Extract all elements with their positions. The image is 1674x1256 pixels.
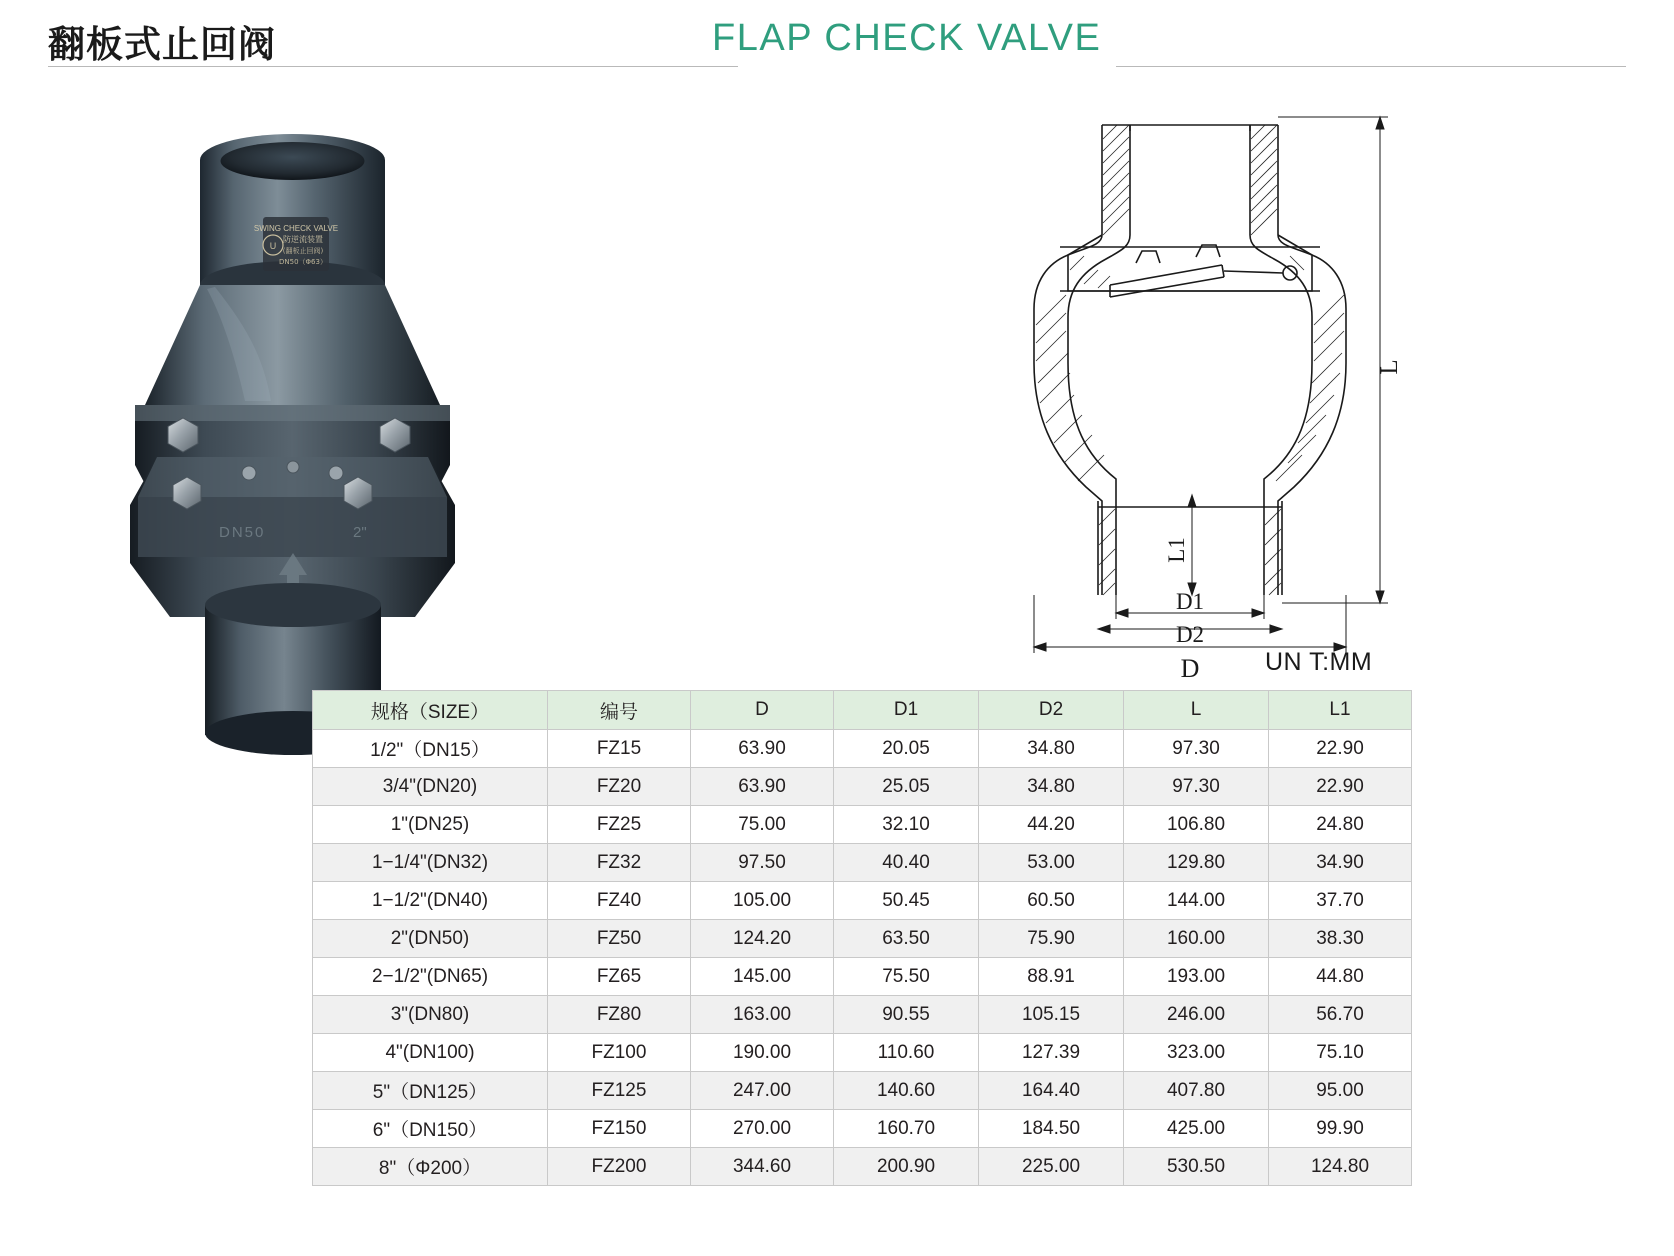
cell-l: 246.00	[1124, 996, 1269, 1034]
cell-size: 5"（DN125）	[313, 1072, 548, 1110]
table-row	[313, 1148, 1412, 1186]
cell-l: 129.80	[1124, 844, 1269, 882]
cell-d2: 34.80	[979, 730, 1124, 768]
svg-text:U: U	[269, 241, 277, 251]
cell-d1: 20.05	[834, 730, 979, 768]
cell-code: FZ50	[548, 920, 691, 958]
cell-d2: 184.50	[979, 1110, 1124, 1148]
svg-text:DN50（Φ63）: DN50（Φ63）	[279, 258, 327, 266]
cell-l: 160.00	[1124, 920, 1269, 958]
cell-size: 1/2"（DN15）	[313, 730, 548, 768]
cell-code: FZ40	[548, 882, 691, 920]
svg-text:2": 2"	[353, 524, 367, 541]
cell-d2: 164.40	[979, 1072, 1124, 1110]
cell-l: 144.00	[1124, 882, 1269, 920]
dimension-label-L1: L1	[1164, 537, 1189, 563]
cell-l1: 124.80	[1269, 1148, 1412, 1186]
table-row	[313, 1110, 1412, 1148]
cell-code: FZ200	[548, 1148, 691, 1186]
cell-code: FZ100	[548, 1034, 691, 1072]
cell-size: 3/4"(DN20)	[313, 768, 548, 806]
cell-size: 3"(DN80)	[313, 996, 548, 1034]
cell-code: FZ125	[548, 1072, 691, 1110]
table-row	[313, 844, 1412, 882]
cell-l: 530.50	[1124, 1148, 1269, 1186]
table-row	[313, 920, 1412, 958]
svg-text:(翻板止回阀): (翻板止回阀)	[282, 247, 324, 255]
cell-d: 344.60	[691, 1148, 834, 1186]
cell-l: 425.00	[1124, 1110, 1269, 1148]
cell-d1: 40.40	[834, 844, 979, 882]
cell-size: 2−1/2"(DN65)	[313, 958, 548, 996]
cell-size: 2"(DN50)	[313, 920, 548, 958]
page-title-cn: 翻板式止回阀	[48, 24, 276, 65]
cell-d1: 32.10	[834, 806, 979, 844]
cell-d1: 63.50	[834, 920, 979, 958]
table-row	[313, 1072, 1412, 1110]
table-body	[313, 730, 1412, 1186]
cell-d2: 34.80	[979, 768, 1124, 806]
cell-d: 145.00	[691, 958, 834, 996]
dimension-label-D1: D1	[1175, 589, 1205, 614]
cell-code: FZ65	[548, 958, 691, 996]
cell-d2: 225.00	[979, 1148, 1124, 1186]
cell-d1: 160.70	[834, 1110, 979, 1148]
cell-code: FZ25	[548, 806, 691, 844]
cell-l1: 22.90	[1269, 730, 1412, 768]
cell-d2: 44.20	[979, 806, 1124, 844]
cell-size: 8"（Φ200）	[313, 1148, 548, 1186]
cell-size: 1−1/4"(DN32)	[313, 844, 548, 882]
cell-l1: 38.30	[1269, 920, 1412, 958]
cell-l1: 37.70	[1269, 882, 1412, 920]
cell-d: 97.50	[691, 844, 834, 882]
cell-d: 270.00	[691, 1110, 834, 1148]
cell-d: 63.90	[691, 768, 834, 806]
dimension-label-L: L	[1376, 359, 1403, 375]
cell-code: FZ80	[548, 996, 691, 1034]
table-row	[313, 996, 1412, 1034]
cell-d1: 50.45	[834, 882, 979, 920]
cell-d: 247.00	[691, 1072, 834, 1110]
column-header-d: D	[691, 691, 834, 730]
table-row	[313, 730, 1412, 768]
cell-d2: 53.00	[979, 844, 1124, 882]
cell-d1: 110.60	[834, 1034, 979, 1072]
cell-d2: 75.90	[979, 920, 1124, 958]
cell-size: 6"（DN150）	[313, 1110, 548, 1148]
cell-l: 193.00	[1124, 958, 1269, 996]
product-photo	[95, 105, 635, 635]
cell-d1: 25.05	[834, 768, 979, 806]
cell-size: 4"(DN100)	[313, 1034, 548, 1072]
cell-l1: 95.00	[1269, 1072, 1412, 1110]
cell-l1: 22.90	[1269, 768, 1412, 806]
column-header-l1: L1	[1269, 691, 1412, 730]
column-header-d1: D1	[834, 691, 979, 730]
column-header-l: L	[1124, 691, 1269, 730]
header-divider-left	[48, 66, 738, 67]
cell-d: 105.00	[691, 882, 834, 920]
table-row	[313, 768, 1412, 806]
cell-code: FZ15	[548, 730, 691, 768]
cell-l1: 24.80	[1269, 806, 1412, 844]
cell-l: 323.00	[1124, 1034, 1269, 1072]
cell-l1: 44.80	[1269, 958, 1412, 996]
svg-text:SWING CHECK VALVE: SWING CHECK VALVE	[253, 224, 339, 233]
unit-note: UN T:MM	[1265, 648, 1373, 676]
svg-text:DN50: DN50	[219, 524, 266, 541]
table-header-row	[313, 691, 1412, 730]
cell-d2: 88.91	[979, 958, 1124, 996]
table-row	[313, 1034, 1412, 1072]
cell-l: 97.30	[1124, 730, 1269, 768]
page-title-en: FLAP CHECK VALVE	[712, 17, 1102, 59]
svg-text:防逆流装置: 防逆流装置	[283, 235, 323, 244]
cell-code: FZ150	[548, 1110, 691, 1148]
cell-d: 63.90	[691, 730, 834, 768]
table-row	[313, 882, 1412, 920]
cell-d: 163.00	[691, 996, 834, 1034]
cell-code: FZ32	[548, 844, 691, 882]
header-divider-right	[1116, 66, 1626, 67]
cell-d: 190.00	[691, 1034, 834, 1072]
cell-l: 407.80	[1124, 1072, 1269, 1110]
dimension-label-D2: D2	[1175, 622, 1205, 647]
cell-d1: 90.55	[834, 996, 979, 1034]
cell-l1: 99.90	[1269, 1110, 1412, 1148]
dimension-label-D: D	[1180, 654, 1200, 683]
cell-d1: 200.90	[834, 1148, 979, 1186]
cell-size: 1−1/2"(DN40)	[313, 882, 548, 920]
table-row	[313, 958, 1412, 996]
valve-photo-illustration	[95, 105, 635, 635]
cell-d2: 127.39	[979, 1034, 1124, 1072]
cell-d2: 105.15	[979, 996, 1124, 1034]
cell-size: 1"(DN25)	[313, 806, 548, 844]
column-header-size: 规格（SIZE）	[313, 691, 548, 730]
cell-l1: 75.10	[1269, 1034, 1412, 1072]
specification-table	[312, 690, 1412, 1186]
cell-d: 75.00	[691, 806, 834, 844]
cell-d: 124.20	[691, 920, 834, 958]
column-header-d2: D2	[979, 691, 1124, 730]
cell-d1: 140.60	[834, 1072, 979, 1110]
cell-l1: 34.90	[1269, 844, 1412, 882]
cell-l: 97.30	[1124, 768, 1269, 806]
column-header-code: 编号	[548, 691, 691, 730]
cell-code: FZ20	[548, 768, 691, 806]
table-row	[313, 806, 1412, 844]
cell-d1: 75.50	[834, 958, 979, 996]
page-header	[0, 0, 1674, 80]
cell-l: 106.80	[1124, 806, 1269, 844]
cell-d2: 60.50	[979, 882, 1124, 920]
cell-l1: 56.70	[1269, 996, 1412, 1034]
